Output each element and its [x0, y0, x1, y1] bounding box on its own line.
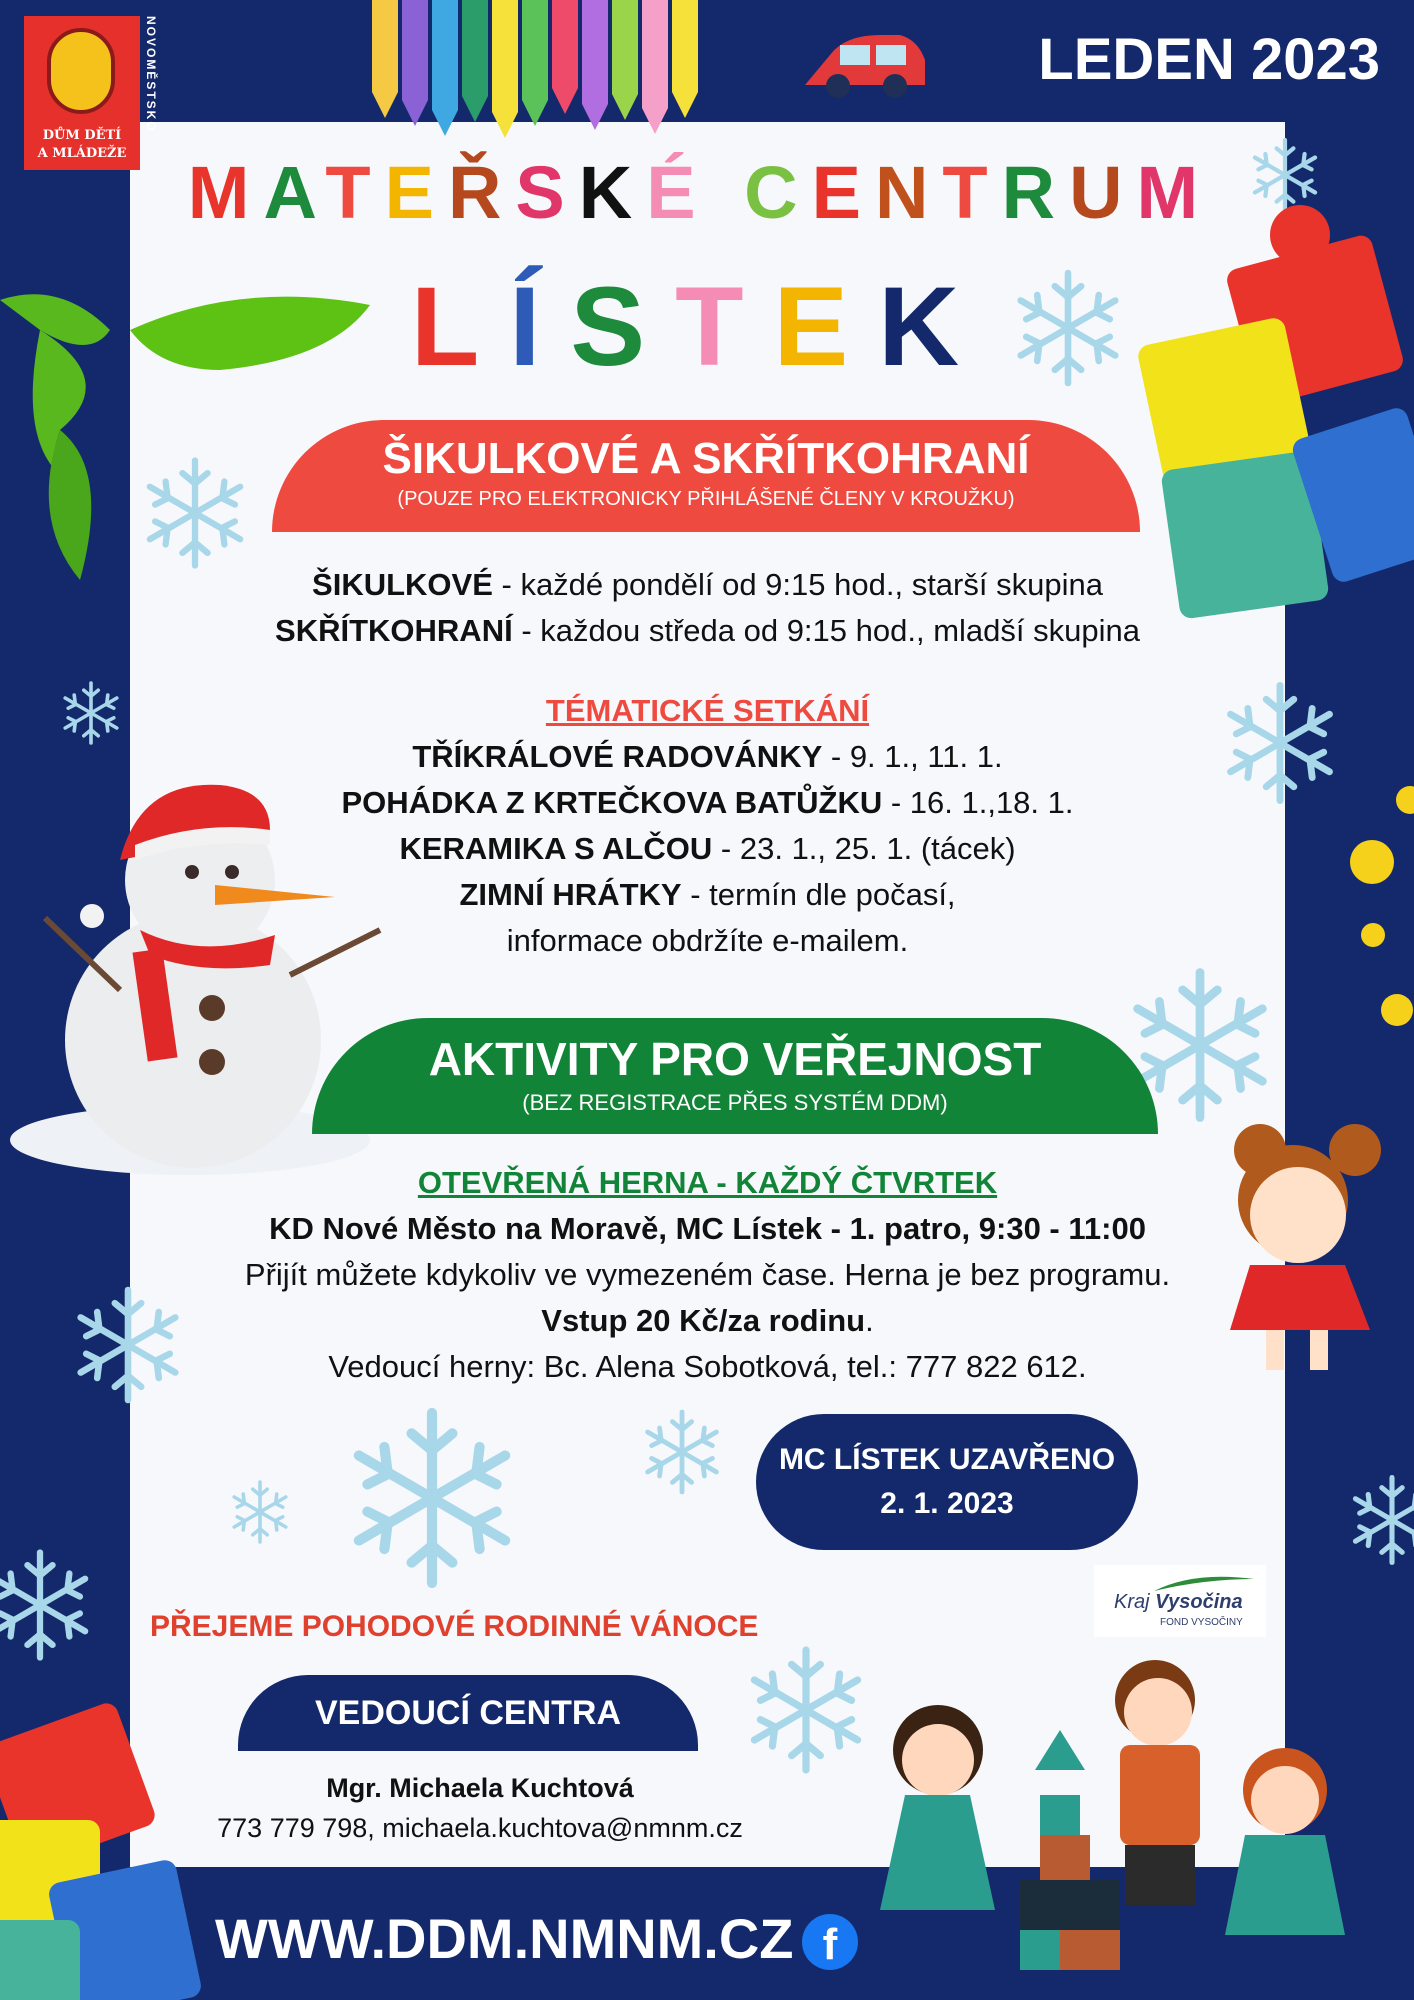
event-date: - termín dle počasí,: [681, 877, 956, 912]
sponsor-fond: FOND VYSOČINY: [1160, 1617, 1243, 1628]
logo-line2: A MLÁDEŽE: [37, 146, 127, 161]
section-title: AKTIVITY PRO VEŘEJNOST: [428, 1033, 1042, 1085]
event-name: POHÁDKA Z KRTEČKOVA BATŮŽKU: [341, 785, 883, 820]
closed-date: 2. 1. 2023: [880, 1487, 1014, 1520]
section-subtitle: (POUZE PRO ELEKTRONICKY PŘIHLÁŠENÉ ČLENY V KROUŽKU): [397, 488, 1015, 510]
logo-vertical-text: NOVOMĚSTSKO: [144, 16, 158, 133]
schedule-block: [130, 562, 1285, 654]
sponsor-kraj: Kraj: [1114, 1591, 1150, 1613]
event-date: - 9. 1., 11. 1.: [822, 739, 1003, 774]
section-pill-sikulkove: [272, 420, 1140, 532]
event-name: TŘÍKRÁLOVÉ RADOVÁNKY: [412, 739, 823, 774]
snowflake-icon: [648, 1412, 717, 1492]
contact-details: 773 779 798, michaela.kuchtova@nmnm.cz: [217, 1813, 743, 1843]
herna-location: KD Nové Město na Moravě, MC Lístek - 1. patro, 9:30 - 11:00: [269, 1211, 1146, 1246]
snowflake-icon: [65, 683, 117, 743]
logo-line1: DŮM DĚTÍ: [42, 128, 122, 143]
group-name: SKŘÍTKOHRANÍ: [275, 613, 513, 648]
sponsor-vysocina: Vysočina: [1155, 1591, 1243, 1613]
month-title: LEDEN 2023: [1038, 27, 1380, 92]
website-link[interactable]: WWW.DDM.NMNM.CZ: [215, 1907, 794, 1970]
group-detail: - každou středa od 9:15 hod., mladší skupina: [512, 613, 1140, 648]
section-pill-aktivity: [312, 1018, 1158, 1134]
section-title: ŠIKULKOVÉ A SKŘÍTKOHRANÍ: [382, 434, 1030, 483]
section-subtitle: (BEZ REGISTRACE PŘES SYSTÉM DDM): [522, 1090, 948, 1115]
snowflake-icon: [359, 1413, 505, 1583]
title-mc: MATEŘSKÉ CENTRUM: [187, 151, 1213, 234]
pencils-icon: [372, 0, 698, 138]
snowflake-icon: [754, 1650, 857, 1770]
kraj-vysocina-logo: [1094, 1565, 1266, 1637]
event-name: ZIMNÍ HRÁTKY: [459, 877, 682, 912]
herna-leader: Vedoucí herny: Bc. Alena Sobotková, tel.: 777 822 612.: [328, 1349, 1087, 1384]
snowflake-icon: [150, 461, 240, 566]
car-icon: [805, 35, 925, 98]
snowflake-icon: [0, 1553, 85, 1658]
dots-icon: [1350, 786, 1414, 1026]
snowflake-icon: [234, 1482, 286, 1542]
contact-name: Mgr. Michaela Kuchtová: [326, 1773, 634, 1803]
herna-entry-end: .: [865, 1303, 874, 1338]
herna-heading: OTEVŘENÁ HERNA - KAŽDÝ ČTVRTEK: [417, 1165, 998, 1200]
greeting: PŘEJEME POHODOVÉ RODINNÉ VÁNOCE: [150, 1610, 759, 1643]
herna-entry: Vstup 20 Kč/za rodinu: [541, 1303, 866, 1338]
ddm-logo: [24, 16, 140, 170]
facebook-icon[interactable]: f: [802, 1914, 858, 1970]
snowflake-icon: [1255, 140, 1315, 210]
event-date: - 16. 1.,18. 1.: [882, 785, 1074, 820]
contact-block: [180, 1768, 780, 1848]
group-detail: - každé pondělí od 9:15 hod., starší skupina: [492, 567, 1103, 602]
kids-icon: [880, 1660, 1345, 1970]
contact-pill: VEDOUCÍ CENTRA: [238, 1675, 698, 1751]
event-name: KERAMIKA S ALČOU: [399, 831, 713, 866]
thematic-block: [130, 688, 1285, 964]
closed-line1: MC LÍSTEK UZAVŘENO: [778, 1443, 1116, 1476]
coat-of-arms-icon: [47, 28, 115, 114]
herna-info: Přijít můžete kdykoliv ve vymezeném čase. Herna je bez programu.: [244, 1257, 1171, 1292]
title-listek: LÍSTEK: [410, 264, 990, 389]
closed-notice: [756, 1414, 1138, 1550]
event-note: informace obdržíte e-mailem.: [506, 923, 909, 958]
snowflake-icon: [1355, 1478, 1414, 1563]
event-date: - 23. 1., 25. 1. (tácek): [712, 831, 1016, 866]
group-name: ŠIKULKOVÉ: [312, 567, 493, 602]
herna-block: [130, 1160, 1285, 1390]
thematic-heading: TÉMATICKÉ SETKÁNÍ: [545, 693, 870, 728]
